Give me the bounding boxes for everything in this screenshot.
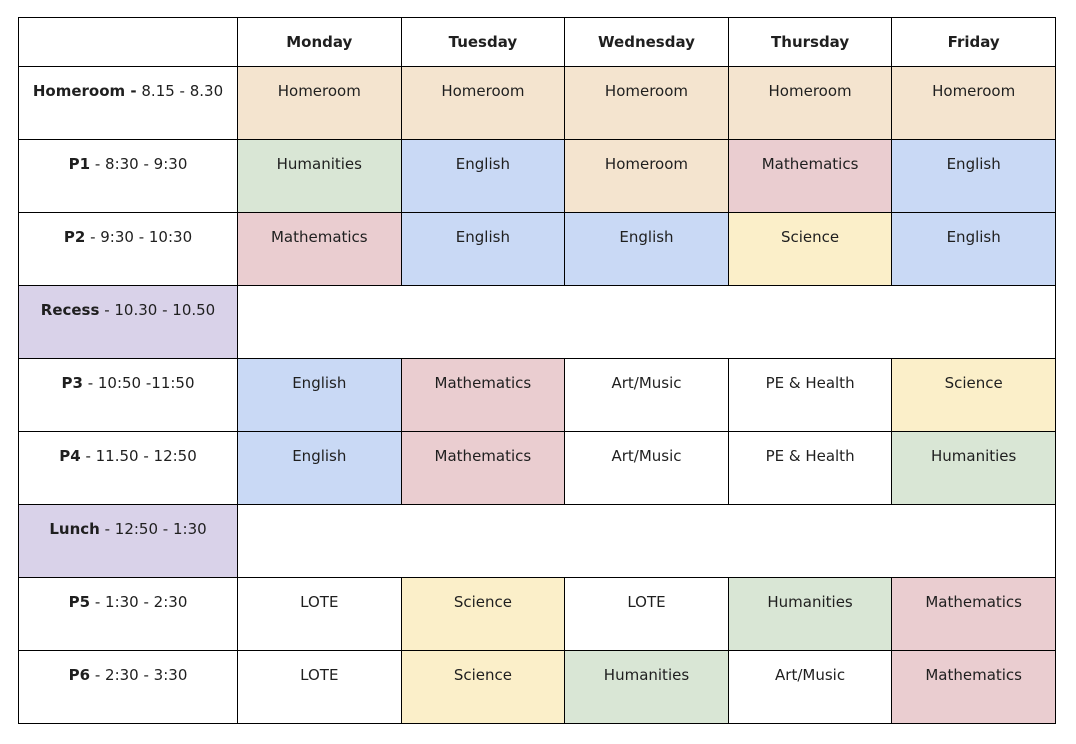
subject-label: Mathematics [434, 447, 532, 465]
day-header-monday: Monday [238, 18, 402, 67]
subject-cell [401, 651, 565, 724]
period-time-label [19, 505, 237, 538]
subject-label: Mathematics [434, 374, 532, 392]
subject-cell [565, 213, 729, 286]
subject-cell [892, 432, 1056, 505]
header-row [19, 18, 1056, 67]
subject-cell [892, 67, 1056, 140]
subject-label: LOTE [627, 593, 666, 611]
subject-label: Mathematics [761, 155, 859, 173]
subject-cell [892, 213, 1056, 286]
day-header-tuesday: Tuesday [401, 18, 565, 67]
period-time-label [19, 67, 237, 100]
subject-label: English [946, 228, 1001, 246]
subject-label: Humanities [276, 155, 362, 173]
subject-label: Homeroom [604, 155, 689, 173]
subject-label: PE & Health [765, 447, 855, 465]
period-name: P6 [68, 666, 91, 684]
subject-cell [238, 67, 402, 140]
day-header-friday: Friday [892, 18, 1056, 67]
period-name: Homeroom - [32, 82, 137, 100]
subject-cell [401, 67, 565, 140]
period-row [19, 432, 1056, 505]
subject-label: LOTE [300, 593, 339, 611]
timetable [18, 17, 1056, 724]
period-time-cell [19, 140, 238, 213]
period-time: - 1:30 - 2:30 [94, 593, 188, 611]
period-time-cell [19, 505, 238, 578]
subject-cell [238, 432, 402, 505]
break-row [19, 286, 1056, 359]
period-row [19, 651, 1056, 724]
period-name: P1 [68, 155, 91, 173]
period-time: 8.15 - 8.30 [141, 82, 224, 100]
period-row [19, 578, 1056, 651]
period-name: P5 [68, 593, 91, 611]
period-name: P2 [63, 228, 86, 246]
subject-label: Art/Music [611, 447, 682, 465]
subject-label: Art/Music [775, 666, 846, 684]
subject-label: Science [453, 666, 512, 684]
day-header-thursday: Thursday [728, 18, 892, 67]
period-row [19, 359, 1056, 432]
subject-label: English [455, 228, 510, 246]
subject-label: Humanities [930, 447, 1017, 465]
period-time-label [19, 359, 237, 392]
period-time-cell [19, 213, 238, 286]
subject-label: English [946, 155, 1001, 173]
period-time-label [19, 432, 237, 465]
subject-label: Homeroom [932, 82, 1016, 100]
subject-cell [728, 213, 892, 286]
subject-cell [892, 140, 1056, 213]
subject-cell [565, 432, 729, 505]
subject-label: Mathematics [270, 228, 368, 246]
subject-cell [728, 578, 892, 651]
subject-cell [728, 140, 892, 213]
subject-cell [565, 578, 729, 651]
subject-label: Humanities [767, 593, 853, 611]
subject-label: Humanities [603, 666, 690, 684]
break-row [19, 505, 1056, 578]
period-time-cell [19, 651, 238, 724]
break-span-cell [238, 286, 1056, 359]
subject-label: English [455, 155, 510, 173]
subject-cell [565, 67, 729, 140]
subject-label: Mathematics [925, 666, 1022, 684]
period-time: - 8:30 - 9:30 [94, 155, 188, 173]
day-header-wednesday: Wednesday [565, 18, 729, 67]
period-time: - 10:50 -11:50 [87, 374, 195, 392]
period-time-label [19, 140, 237, 173]
subject-label: Homeroom [768, 82, 852, 100]
subject-cell [728, 67, 892, 140]
subject-cell [238, 578, 402, 651]
break-span-cell [238, 505, 1056, 578]
period-row [19, 213, 1056, 286]
subject-cell [728, 359, 892, 432]
subject-label: Homeroom [604, 82, 689, 100]
period-time: - 2:30 - 3:30 [94, 666, 188, 684]
period-time-cell [19, 432, 238, 505]
subject-label: English [292, 374, 347, 392]
subject-cell [728, 432, 892, 505]
period-name: Lunch [49, 520, 100, 538]
subject-cell [238, 651, 402, 724]
subject-label: Science [781, 228, 840, 246]
period-name: Recess [40, 301, 100, 319]
corner-cell [19, 18, 238, 67]
subject-cell [238, 213, 402, 286]
period-row [19, 140, 1056, 213]
subject-label: English [292, 447, 347, 465]
subject-label: Mathematics [925, 593, 1022, 611]
subject-cell [401, 213, 565, 286]
subject-label: LOTE [300, 666, 339, 684]
period-time-label [19, 578, 237, 611]
subject-cell [892, 359, 1056, 432]
subject-label: PE & Health [765, 374, 855, 392]
period-time: - 9:30 - 10:30 [90, 228, 193, 246]
subject-cell [728, 651, 892, 724]
subject-cell [238, 359, 402, 432]
period-time: - 11.50 - 12:50 [85, 447, 197, 465]
subject-cell [565, 140, 729, 213]
period-time-cell [19, 286, 238, 359]
subject-label: Art/Music [611, 374, 682, 392]
period-time: - 10.30 - 10.50 [104, 301, 216, 319]
subject-cell [238, 140, 402, 213]
subject-cell [401, 359, 565, 432]
subject-cell [565, 359, 729, 432]
subject-cell [401, 432, 565, 505]
subject-cell [401, 578, 565, 651]
period-time-cell [19, 578, 238, 651]
subject-label: Science [944, 374, 1003, 392]
subject-label: Homeroom [441, 82, 525, 100]
period-time-label [19, 286, 237, 319]
period-name: P3 [61, 374, 83, 392]
subject-label: Science [453, 593, 512, 611]
subject-label: English [619, 228, 674, 246]
timetable-body [19, 67, 1056, 724]
subject-cell [892, 578, 1056, 651]
subject-cell [401, 140, 565, 213]
period-name: P4 [59, 447, 81, 465]
period-time-label [19, 651, 237, 684]
period-time: - 12:50 - 1:30 [104, 520, 207, 538]
subject-cell [565, 651, 729, 724]
subject-label: Homeroom [277, 82, 361, 100]
period-time-label [19, 213, 237, 246]
subject-cell [892, 651, 1056, 724]
period-time-cell [19, 359, 238, 432]
period-time-cell [19, 67, 238, 140]
period-row [19, 67, 1056, 140]
